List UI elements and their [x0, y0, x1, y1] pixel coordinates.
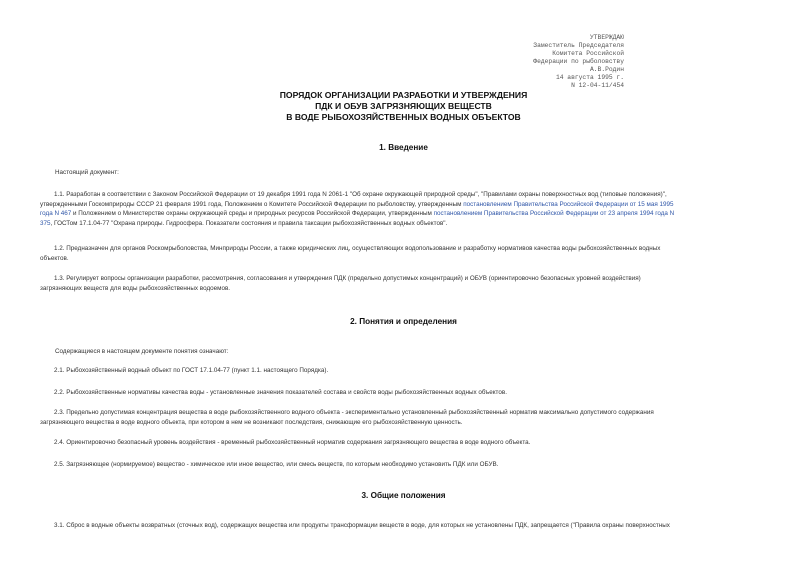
paragraph-line: 1.1. Разработан в соответствии с Законом Российской Федерации от 19 декабря 1991 года N 2061-1 "Об охране окружающей природной среды", "Правилами охраны поверхностных вод (типовые положения)", [54, 191, 667, 198]
section-1-heading: 1. Введение [379, 143, 428, 152]
paragraph-line: 2.3. Предельно допустимая концентрация вещества в воде рыбохозяйственного водного объекта - экспериментально установленный рыбохозяйственный норматив максимально допустимого содержания [54, 409, 654, 416]
paragraph-1-2 [40, 244, 770, 263]
approval-line: 14 августа 1995 г. [555, 74, 624, 81]
section-1-intro: Настоящий документ: [55, 169, 119, 176]
approval-line: А.В.Родин [589, 66, 624, 73]
paragraph-line: 1.3. Регулирует вопросы организации разработки, рассмотрения, согласования и утверждения ПДК (предельно допустимых концентраций) и ОБУВ (ориентировочно безопасных уровней воздействия) [54, 275, 641, 282]
paragraph-line: 2.5. Загрязняющее (нормируемое) вещество - химическое или иное вещество, или смесь веществ, по которым необходимо установить ПДК или ОБУВ. [54, 461, 499, 468]
paragraph-line [40, 209, 770, 219]
approval-block [500, 34, 624, 90]
paragraph-line: 3.1. Сброс в водные объекты возвратных (сточных вод), содержащих вещества или продукты трансформации веществ в воде, для которых не установлены ПДК, запрещается ("Правила охраны поверхностных [54, 522, 670, 529]
paragraph-1-1 [40, 190, 770, 228]
decree-link-1994-number[interactable]: 375 [40, 219, 51, 227]
approval-line: N 12-04-11/454 [571, 82, 624, 89]
paragraph-line: загрязняющего вещества в воде водного объекта, при котором в нем не возникают последствия, снижающие его рыбохозяйственную ценность. [40, 418, 463, 426]
section-3-heading: 3. Общие положения [361, 491, 446, 500]
paragraph-line: объектов. [40, 254, 69, 262]
paragraph-line [40, 219, 770, 229]
paragraph-line: 2.1. Рыбохозяйственный водный объект по ГОСТ 17.1.04-77 (пункт 1.1. настоящего Порядка). [54, 367, 329, 374]
paragraph-line [40, 200, 770, 210]
paragraph-line: 2.4. Ориентировочно безопасный уровень воздействия - временный рыбохозяйственный норматив содержания загрязняющего вещества в воде водного объекта. [54, 439, 531, 446]
decree-link-1995-number[interactable]: года N 467 [40, 210, 72, 217]
section-2-heading: 2. Понятия и определения [350, 317, 457, 326]
section-2-intro: Содержащиеся в настоящем документе понятия означают: [55, 348, 229, 355]
approval-line: Федерации по рыболовству [533, 58, 624, 65]
paragraph-2-3 [40, 408, 770, 427]
title-line-3: В ВОДЕ РЫБОХОЗЯЙСТВЕННЫХ ВОДНЫХ ОБЪЕКТОВ [286, 112, 521, 122]
paragraph-line: загрязняющих веществ для воды рыбохозяйственных водоемов. [40, 284, 231, 292]
paragraph-2-5 [40, 460, 770, 470]
title-line-1: ПОРЯДОК ОРГАНИЗАЦИИ РАЗРАБОТКИ И УТВЕРЖДЕНИЯ [279, 90, 528, 100]
paragraph-text: и Положением о Министерстве охраны окружающей среды и природных ресурсов Российской Федерации, утвержденным [71, 210, 434, 217]
approval-line: Комитета Российской [552, 50, 624, 57]
approval-line: Заместитель Председателя [533, 42, 624, 49]
decree-link-1994[interactable]: постановлением Правительства Российской Федерации от 23 апреля 1994 года N [433, 210, 675, 217]
decree-link-1995[interactable]: постановлением Правительства Российской Федерации от 15 мая 1995 [463, 200, 674, 208]
paragraph-text: утвержденными Госкомприроды СССР 21 февраля 1991 года, Положением о Комитете Российской Федерации по рыболовству, утвержденным [40, 200, 464, 208]
paragraph-2-2 [40, 388, 770, 398]
paragraph-2-1 [40, 366, 770, 376]
document-title [0, 90, 807, 123]
paragraph-line: 2.2. Рыбохозяйственные нормативы качества воды - установленные значения показателей состава и свойств воды рыбохозяйственных водных объектов. [54, 389, 507, 396]
paragraph-text: , ГОСТом 17.1.04-77 "Охрана природы. Гидросфера. Показатели состояния и правила таксации рыбохозяйственных водных объектов". [50, 219, 448, 227]
approval-line: УТВЕРЖДАЮ [589, 34, 624, 41]
paragraph-line: 1.2. Предназначен для органов Роскомрыболовства, Минприроды России, а также юридических лиц, осуществляющих водопользование и разработку нормативов качества воды рыбохозяйственных водных [54, 245, 661, 252]
paragraph-3-1 [40, 521, 770, 531]
paragraph-1-3 [40, 274, 770, 293]
paragraph-2-4 [40, 438, 770, 448]
title-line-2: ПДК И ОБУВ ЗАГРЯЗНЯЮЩИХ ВЕЩЕСТВ [315, 101, 492, 111]
